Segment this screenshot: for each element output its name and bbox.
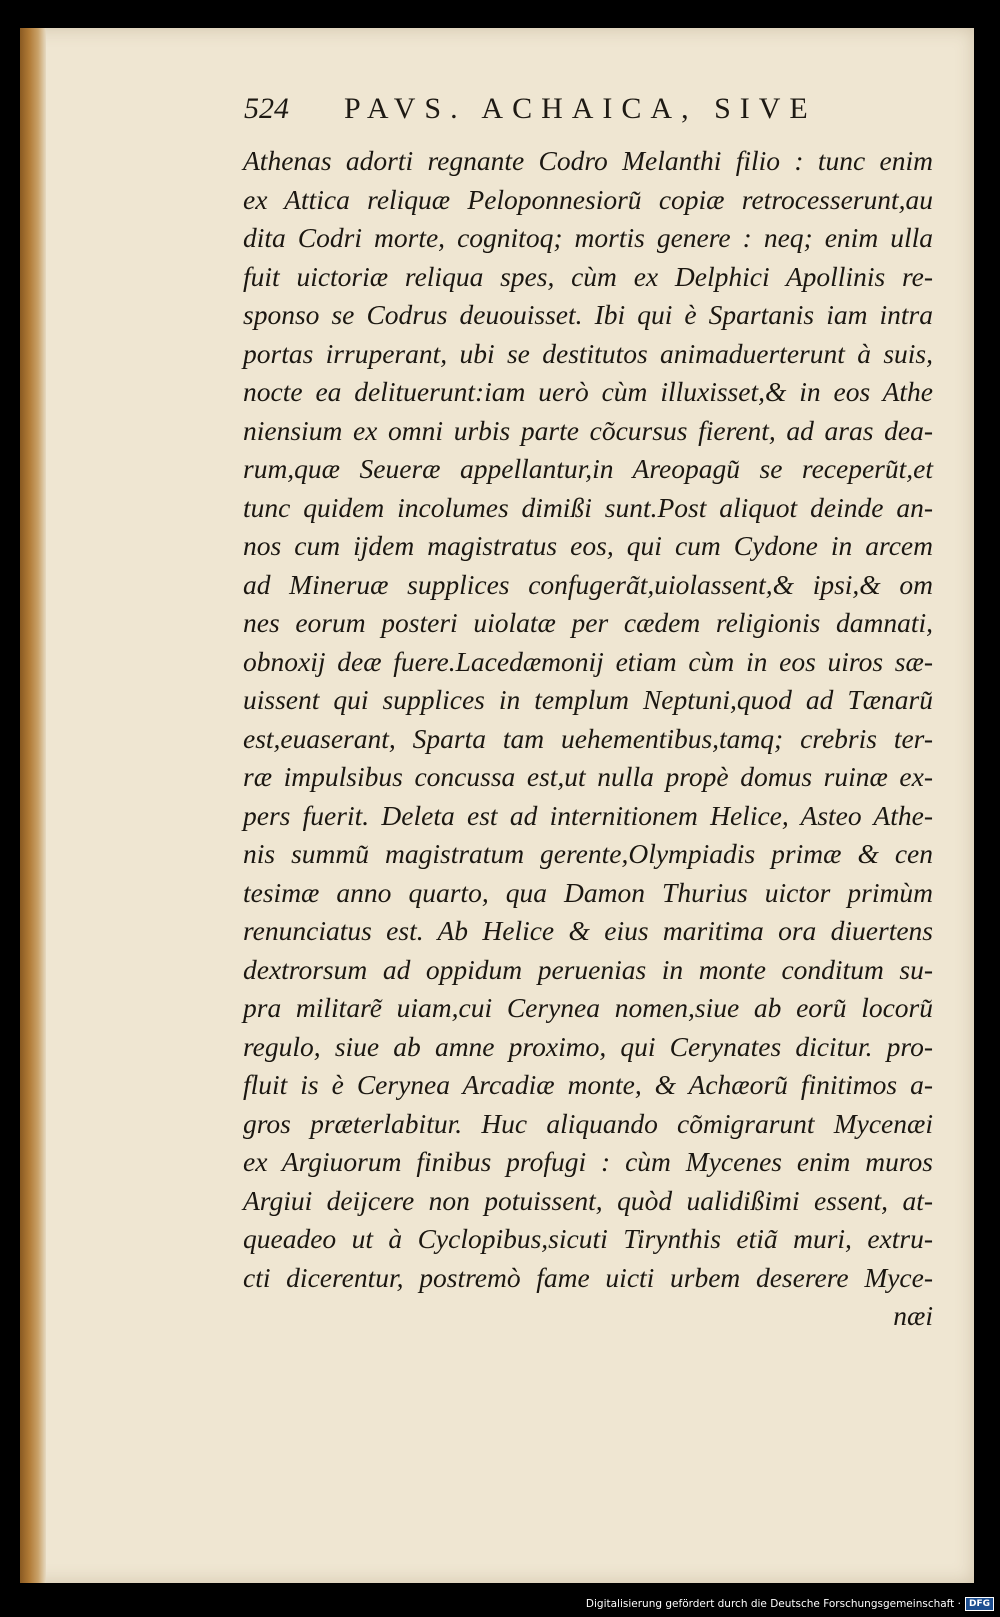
running-title: PAVS. ACHAICA, SIVE: [344, 92, 817, 125]
page-binding-edge: [20, 28, 46, 1583]
text-line: sponso se Codrus deuouisset. Ibi qui è Spartanis iam intra: [243, 299, 933, 330]
text-line: portas irruperant, ubi se destitutos animaduerterunt à suis,: [243, 337, 933, 369]
text-line: obnoxij deæ fuere.Lacedæmonij etiam cùm in eos uiros sæ-: [243, 645, 933, 677]
text-line: nos cum ijdem magistratus eos, qui cum Cydone in arcem: [243, 530, 933, 561]
text-line: cti dicerentur, postremò fame uicti urbem deserere Myce-: [243, 1261, 933, 1293]
text-line: næi: [893, 1300, 933, 1331]
text-line: niensium ex omni urbis parte co͂cursus fierent, ad aras dea-: [243, 414, 933, 446]
text-line: nes eorum posteri uiolatæ per cædem religionis damnati,: [243, 607, 933, 638]
text-line: ræ impulsibus concussa est,ut nulla propè domus ruinæ ex-: [243, 761, 933, 792]
text-line: Argiui deijcere non potuissent, quòd ualidißimi essent, at-: [243, 1184, 933, 1216]
text-line: ex Argiuorum finibus profugi : cùm Mycenes enim muros: [243, 1146, 933, 1177]
text-line: renunciatus est. Ab Helice & eius maritima ora diuertens: [243, 915, 933, 946]
text-line: ad Mineruæ supplices confugera͂t,uiolassent,& ipsi,& om: [243, 568, 933, 600]
dfg-logo: DFG: [965, 1597, 994, 1611]
text-line: pra militare͂ uiam,cui Cerynea nomen,siue ab eoru͂ locoru͂: [243, 992, 933, 1023]
running-head: [244, 92, 884, 136]
credit-text: Digitalisierung gefördert durch die Deutsche Forschungsgemeinschaft ·: [585, 1598, 961, 1610]
text-line: queadeo ut à Cyclopibus,sicuti Tirynthis etia͂ muri, extru-: [243, 1223, 933, 1254]
text-line: nocte ea delituerunt:iam uerò cùm illuxisset,& in eos Athe: [243, 376, 933, 407]
text-line: tunc quidem incolumes dimißi sunt.Post aliquot deinde an-: [243, 491, 933, 523]
text-line: regulo, siue ab amne proximo, qui Cerynates dicitur. pro-: [243, 1030, 933, 1062]
body-text: [243, 142, 933, 1336]
text-line: rum,quæ Seueræ appellantur,in Areopagu͂ se receperu͂t,et: [243, 453, 933, 484]
text-line: pers fuerit. Deleta est ad internitionem Helice, Asteo Athe-: [243, 799, 933, 831]
text-line: fuit uictoriæ reliqua spes, cùm ex Delphici Apollinis re-: [243, 260, 933, 292]
digitization-credit: [586, 1595, 994, 1613]
text-line: tesimæ anno quarto, qua Damon Thurius uictor primùm: [243, 876, 933, 908]
text-line: Athenas adorti regnante Codro Melanthi filio : tunc enim: [243, 145, 933, 176]
text-line: ex Attica reliquæ Peloponnesioru͂ copiæ retrocesserunt,au: [243, 183, 933, 215]
text-line: est,euaserant, Sparta tam uehementibus,tamq; crebris ter-: [243, 722, 933, 754]
text-line: dextrorsum ad oppidum peruenias in monte conditum su-: [243, 953, 933, 985]
text-line: dita Codri morte, cognitoq; mortis genere : neq; enim ulla: [243, 222, 933, 253]
text-line: nis summu͂ magistratum gerente,Olympiadis primæ & cen: [243, 838, 933, 869]
text-line: fluit is è Cerynea Arcadiæ monte, & Achæoru͂ finitimos a-: [243, 1069, 933, 1100]
text-line: gros præterlabitur. Huc aliquando co͂migrarunt Mycenæi: [243, 1107, 933, 1139]
text-line: uissent qui supplices in templum Neptuni,quod ad Tænaru͂: [243, 684, 933, 715]
page-number: 524: [244, 92, 289, 125]
